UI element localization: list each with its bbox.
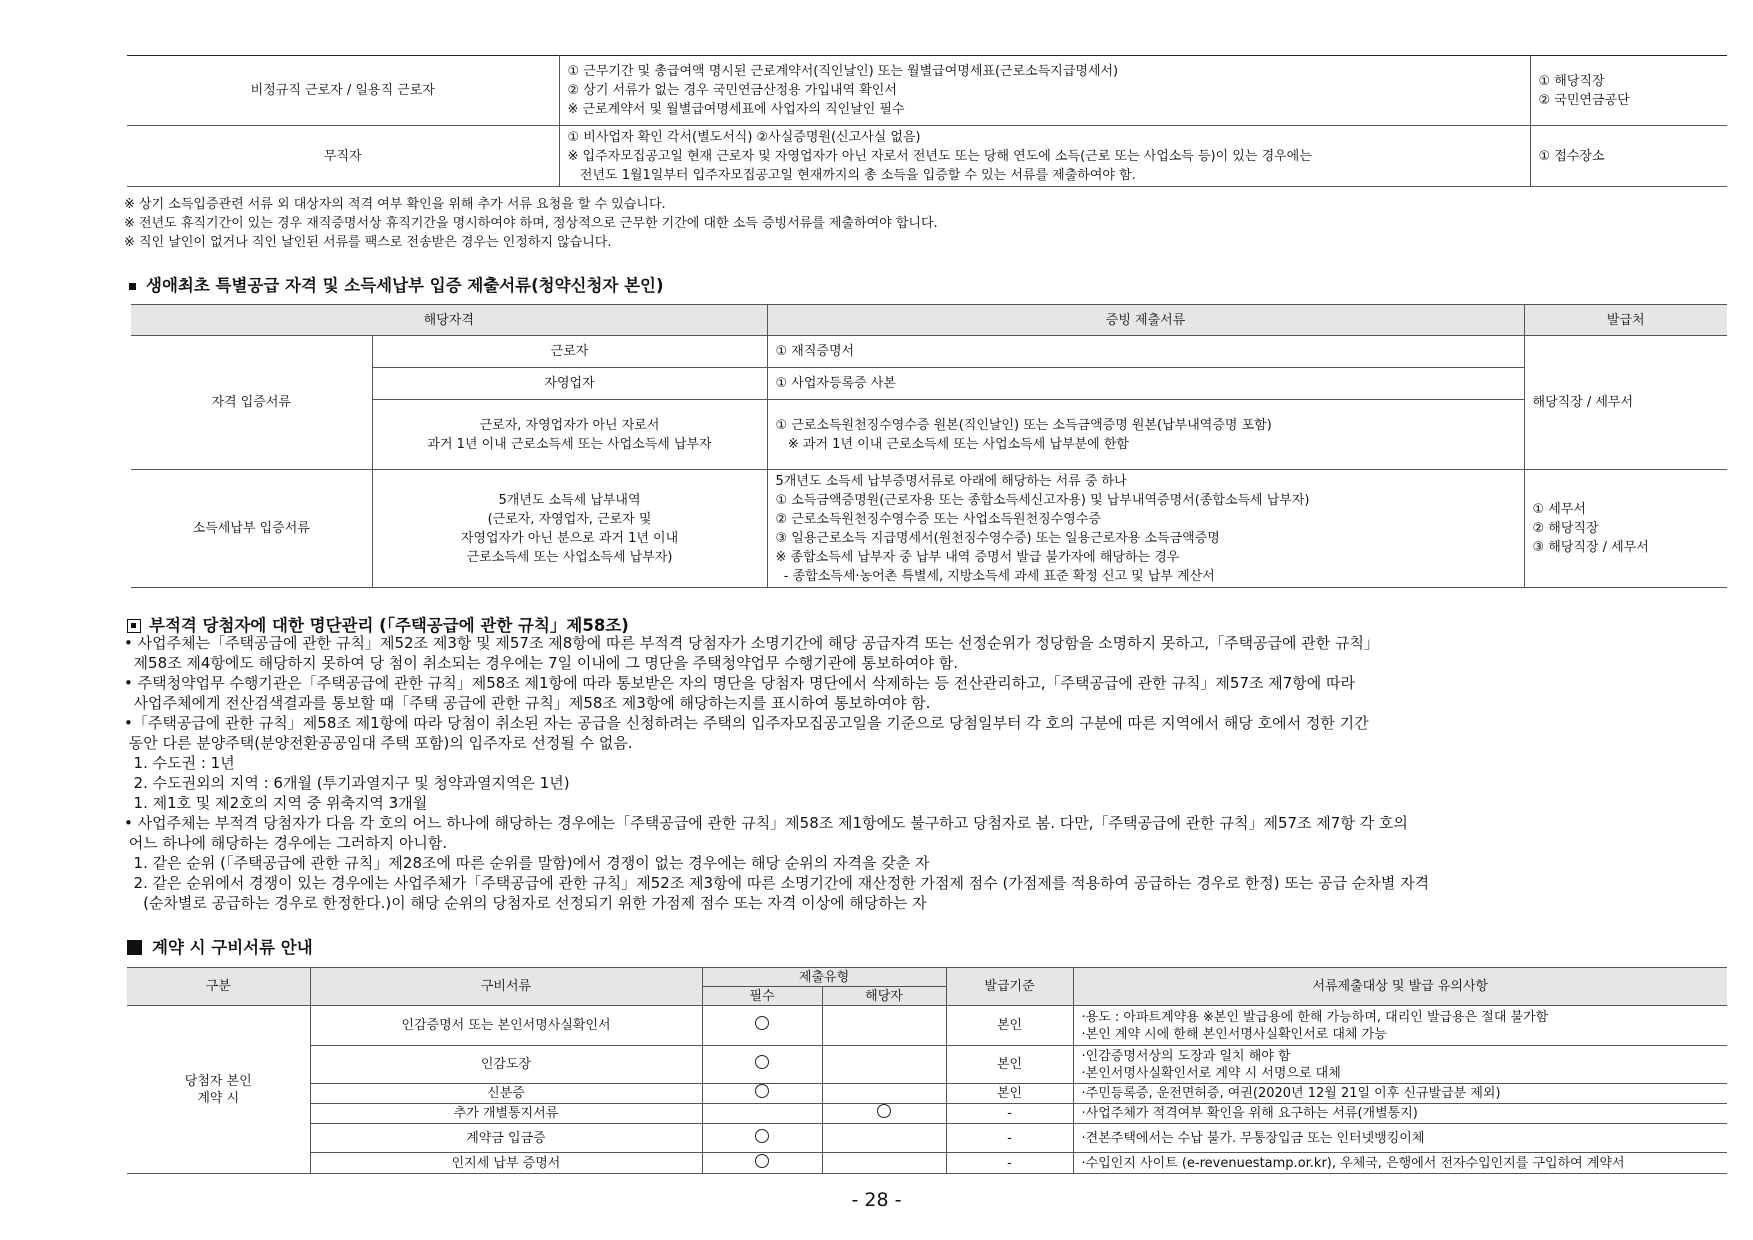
circle-mark-icon [755,1129,769,1143]
docs-cell [559,56,1530,126]
required-cell [702,1006,822,1046]
header-required: 필수 [702,987,822,1006]
header-applicable: 해당자 [822,987,946,1006]
section-title-text: 부적격 당첨자에 대한 명단관리 (「주택공급에 관한 규칙」제58조) [149,616,629,635]
required-cell [702,1084,822,1104]
body-line: 1. 제1호 및 제2호의 지역 중 위축지역 3개월 [124,794,428,812]
applicable-cell [822,1124,946,1153]
applicable-cell [822,1153,946,1174]
note-line: ·인감증명서상의 도장과 일치 해야 함 [1081,1048,1291,1064]
table-row [127,1084,1727,1104]
header-issuer: 발급처 [1524,305,1727,336]
doc-line: ① 비사업자 확인 각서(별도서식) ②사실증명원(신고사실 없음) [567,129,921,145]
notes-cell [1073,1124,1727,1153]
document-cell: 인감도장 [310,1046,702,1084]
document-cell: 인감증명서 또는 본인서명사실확인서 [310,1006,702,1046]
category-cell: 무직자 [127,126,559,187]
body-line: 사업주체에게 전산검색결과를 통보할 때「주택 공급에 관한 규칙」제58조 제3항에 해당하는지를 표시하여 통보하여야 함. [124,694,931,712]
group-label-line: 당첨자 본인 [184,1073,252,1089]
table-header-row [127,968,1727,987]
document-cell: 신분증 [310,1084,702,1104]
notes-cell [1073,1104,1727,1124]
note-line: ·견본주택에서는 수납 불가. 무통장입금 또는 인터넷뱅킹이체 [1081,1130,1425,1146]
table-row [127,1153,1727,1174]
qualification-line: 근로자, 자영업자가 아닌 자로서 [479,417,660,433]
header-documents: 구비서류 [310,968,702,1006]
notes-cell [1073,1084,1727,1104]
table-row [127,126,1727,187]
bullet-square-icon [129,283,136,290]
table-row [127,1124,1727,1153]
note-line: ※ 전년도 휴직기간이 있는 경우 재직증명서상 휴직기간을 명시하여야 하며, 정상적으로 근무한 기간에 대한 소득 증빙서류를 제출하여야 합니다. [124,216,938,231]
note-line: ※ 직인 날인이 없거나 직인 날인된 서류를 팩스로 전송받은 경우는 인정하지 않습니다. [124,235,612,250]
document-cell [767,470,1524,588]
table-row [127,1006,1727,1046]
document-cell: 인지세 납부 증명서 [310,1153,702,1174]
issuer-cell [1524,470,1727,588]
issuer-line: ① 접수장소 [1538,148,1605,164]
section-title-text: 계약 시 구비서류 안내 [152,938,313,957]
basis-cell: 본인 [946,1006,1073,1046]
contract-docs-table [127,967,1727,1174]
first-time-buyer-docs-table [131,304,1727,588]
doc-line: ※ 근로계약서 및 월별급여명세표에 사업자의 직인날인 필수 [567,102,905,117]
table-row [127,56,1727,126]
required-cell [702,1046,822,1084]
qualification-cell [372,470,767,588]
body-line: 2. 수도권외의 지역 : 6개월 (투기과열지구 및 청약과열지역은 1년) [124,774,570,792]
qualification-cell: 근로자 [372,336,767,368]
note-line: ·본인 계약 시에 한해 본인서명사실확인서로 대체 가능 [1081,1026,1387,1042]
doc-line: ① 소득금액증명원(근로자용 또는 종합소득세신고자용) 및 납부내역증명서(종합소득세 납부자) [775,492,1310,508]
table-row [127,1104,1727,1124]
header-notes: 서류제출대상 및 발급 유의사항 [1073,968,1727,1006]
section-body [124,633,1429,913]
doc-line: ② 근로소득원천징수영수증 또는 사업소득원천징수영수증 [775,511,1101,527]
notes-block [124,195,938,252]
doc-line: ③ 일용근로소득 지급명세서(원천징수영수증) 또는 일용근로자용 소득금액증명 [775,530,1220,546]
circle-mark-icon [877,1104,891,1118]
body-line: 1. 같은 순위 (「주택공급에 관한 규칙」제28조에 따른 순위를 말함)에서 경쟁이 없는 경우에는 해당 순위의 자격을 갖춘 자 [124,854,930,872]
required-cell [702,1104,822,1124]
group-label [127,1006,310,1174]
notes-cell [1073,1046,1727,1084]
boxed-square-icon [127,619,141,633]
notes-cell [1073,1006,1727,1046]
doc-line: ① 근무기간 및 총급여액 명시된 근로계약서(직인날인) 또는 월별급여명세표(근로소득지급명세서) [567,64,1119,79]
qualification-line: 자영업자가 아닌 분으로 과거 1년 이내 [460,530,679,546]
header-basis: 발급기준 [946,968,1073,1006]
group-label: 소득세납부 입증서류 [131,470,372,588]
issuer-cell: 해당직장 / 세무서 [1524,336,1727,470]
document-cell: ① 사업자등록증 사본 [767,368,1524,400]
docs-cell [559,126,1530,187]
document-cell [767,400,1524,470]
category-cell: 비정규직 근로자 / 일용직 근로자 [127,56,559,126]
basis-cell: - [946,1153,1073,1174]
body-line: 2. 같은 순위에서 경쟁이 있는 경우에는 사업주체가「주택공급에 관한 규칙」제52조 제3항에 따른 소명기간에 재산정한 가점제 점수 (가점제를 적용하여 공급하는 경우로 한정) 또는 공급 순차별 자격 [124,874,1430,892]
required-cell [702,1153,822,1174]
qualification-cell [372,400,767,470]
table-body [127,1006,1727,1174]
applicable-cell [822,1084,946,1104]
group-label: 자격 입증서류 [131,336,372,470]
basis-cell: 본인 [946,1084,1073,1104]
document-cell: 추가 개별통지서류 [310,1104,702,1124]
qualification-line: 5개년도 소득세 납부내역 [498,492,641,508]
note-line: ·사업주체가 적격여부 확인을 위해 요구하는 서류(개별통지) [1081,1106,1418,1121]
note-line: ·주민등록증, 운전면허증, 여권(2020년 12월 21일 이후 신규발급분 제외) [1081,1086,1501,1101]
table-header-row [131,305,1727,336]
basis-cell: - [946,1104,1073,1124]
circle-mark-icon [755,1154,769,1168]
issuer-line: ① 세무서 [1532,502,1586,517]
required-cell [702,1124,822,1153]
section-title [127,934,313,958]
income-proof-table-continued [127,55,1727,187]
note-line: ·용도 : 아파트계약용 ※본인 발급용에 한해 가능하며, 대리인 발급용은 절대 불가함 [1081,1009,1549,1025]
header-qualification: 해당자격 [131,305,767,336]
basis-cell: 본인 [946,1046,1073,1084]
note-line: ※ 상기 소득입증관련 서류 외 대상자의 적격 여부 확인을 위해 추가 서류 요청을 할 수 있습니다. [124,197,666,212]
issuer-line: ② 해당직장 [1532,521,1599,536]
document-cell: ① 재직증명서 [767,336,1524,368]
note-line: ·수입인지 사이트 (e-revenuestamp.or.kr), 우체국, 은행에서 전자수입인지를 구입하여 계약서 [1081,1155,1625,1171]
header-documents: 증빙 제출서류 [767,305,1524,336]
bullet-square-icon [127,940,142,955]
page-number: - 28 - [851,1189,902,1211]
applicable-cell [822,1104,946,1124]
body-line: 동안 다른 분양주택(분양전환공공임대 주택 포함)의 입주자로 선정될 수 없음. [124,734,633,752]
section-title [129,272,664,296]
body-line: • 사업주체는 부적격 당첨자가 다음 각 호의 어느 하나에 해당하는 경우에는「주택공급에 관한 규칙」제58조 제1항에도 불구하고 당첨자로 봄. 다만,「주택공급에 관한 규칙」제57조 제7항 각 호의 [124,814,1408,832]
qualification-cell: 자영업자 [372,368,767,400]
table-row [131,336,1727,368]
issuer-line: ② 국민연금공단 [1538,92,1630,108]
doc-line: ① 근로소득원천징수영수증 원본(직인날인) 또는 소득금액증명 원본(납부내역증명 포함) [775,417,1272,433]
group-label-line: 계약 시 [197,1090,240,1106]
qualification-line: (근로자, 자영업자, 근로자 및 [487,511,652,527]
header-category: 구분 [127,968,310,1006]
qualification-line: 근로소득세 또는 사업소득세 납부자) [466,549,673,565]
body-line: 1. 수도권 : 1년 [124,754,235,772]
body-line: 제58조 제4항에도 해당하지 못하여 당 첨이 취소되는 경우에는 7일 이내에 그 명단을 주택청약업무 수행기관에 통보하여야 함. [124,654,959,672]
doc-line: ※ 과거 1년 이내 근로소득세 또는 사업소득세 납부분에 한함 [775,436,1129,452]
circle-mark-icon [755,1016,769,1030]
circle-mark-icon [755,1055,769,1069]
issuer-cell [1530,126,1727,187]
basis-cell: - [946,1124,1073,1153]
qualification-line: 과거 1년 이내 근로소득세 또는 사업소득세 납부자 [427,436,712,452]
body-line: •「주택공급에 관한 규칙」제58조 제1항에 따라 당첨이 취소된 자는 공급을 신청하려는 주택의 입주자모집공고일을 기준으로 당첨일부터 각 호의 구분에 따른 지역에서 해당 호에서 정한 기간 [124,714,1369,732]
issuer-line: ① 해당직장 [1538,73,1605,89]
header-submit-type: 제출유형 [702,968,946,987]
table-row [131,470,1727,588]
doc-line: 전년도 1월1일부터 입주자모집공고일 현재까지의 총 소득을 입증할 수 있는 서류를 제출하여야 함. [567,167,1136,183]
applicable-cell [822,1046,946,1084]
doc-line: - 종합소득세·농어촌 특별세, 지방소득세 과세 표준 확정 신고 및 납부 계산서 [775,568,1215,584]
issuer-cell [1530,56,1727,126]
doc-line: ② 상기 서류가 없는 경우 국민연금산정용 가입내역 확인서 [567,83,897,98]
doc-line: ※ 입주자모집공고일 현재 근로자 및 자영업자가 아닌 자로서 전년도 또는 당해 연도에 소득(근로 또는 사업소득 등)이 있는 경우에는 [567,148,1312,164]
doc-line: ※ 종합소득세 납부자 중 납부 내역 증명서 발급 불가자에 해당하는 경우 [775,549,1180,565]
doc-line: 5개년도 소득세 납부증명서류로 아래에 해당하는 서류 중 하나 [775,473,1127,489]
body-line: • 사업주체는「주택공급에 관한 규칙」제52조 제3항 및 제57조 제8항에 따른 부적격 당첨자가 소명기간에 해당 공급자격 또는 선정순위가 정당함을 소명하지 못하고,「주택공급에 관한 규칙」 [124,634,1380,652]
notes-cell [1073,1153,1727,1174]
note-line: ·본인서명사실확인서로 계약 시 서명으로 대체 [1081,1065,1341,1081]
table-row [127,1046,1727,1084]
issuer-line: ③ 해당직장 / 세무서 [1532,540,1649,555]
document-cell: 계약금 입금증 [310,1124,702,1153]
body-line: (순차별로 공급하는 경우로 한정한다.)이 해당 순위의 당첨자로 선정되기 위한 가점제 점수 또는 자격 이상에 해당하는 자 [124,894,927,912]
applicable-cell [822,1006,946,1046]
body-line: 어느 하나에 해당하는 경우에는 그러하지 아니함. [124,834,448,852]
section-title-text: 생애최초 특별공급 자격 및 소득세납부 입증 제출서류(청약신청자 본인) [146,276,664,295]
body-line: • 주택청약업무 수행기관은「주택공급에 관한 규칙」제58조 제1항에 따라 통보받은 자의 명단을 당첨자 명단에서 삭제하는 등 전산관리하고,「주택공급에 관한 규칙」제57조 제7항에 따라 [124,674,1356,692]
circle-mark-icon [755,1084,769,1098]
